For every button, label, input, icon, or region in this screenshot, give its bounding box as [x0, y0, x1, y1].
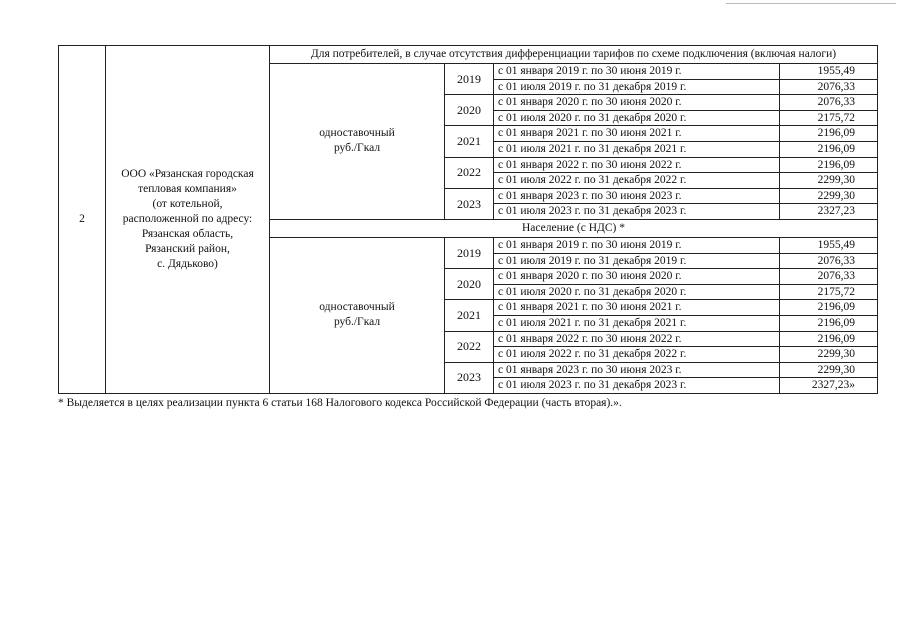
- period-cell: с 01 июля 2022 г. по 31 декабря 2022 г.: [494, 347, 780, 363]
- year-cell: 2019: [445, 64, 494, 95]
- organization-line: с. Дядьково): [157, 257, 218, 270]
- tariff-value: 2299,30: [780, 362, 878, 378]
- section-header: Население (с НДС) *: [270, 219, 878, 237]
- tariff-value: 2327,23»: [780, 378, 878, 394]
- year-cell: 2020: [445, 95, 494, 126]
- tariff-value: 2196,09: [780, 157, 878, 173]
- period-cell: с 01 июля 2023 г. по 31 декабря 2023 г.: [494, 378, 780, 394]
- year-cell: 2023: [445, 362, 494, 393]
- year-cell: 2022: [445, 331, 494, 362]
- scan-artifact: [726, 3, 896, 4]
- tariff-value: 2076,33: [780, 269, 878, 285]
- year-cell: 2021: [445, 300, 494, 331]
- tariff-value: 2076,33: [780, 95, 878, 111]
- period-cell: с 01 января 2019 г. по 30 июня 2019 г.: [494, 237, 780, 253]
- period-cell: с 01 июля 2020 г. по 31 декабря 2020 г.: [494, 110, 780, 126]
- section-header-row: [59, 46, 878, 64]
- period-cell: с 01 января 2022 г. по 30 июня 2022 г.: [494, 157, 780, 173]
- year-cell: 2019: [445, 237, 494, 268]
- organization-line: тепловая компания»: [138, 182, 237, 195]
- tariff-unit-line: одноставочный: [319, 301, 395, 314]
- period-cell: с 01 января 2022 г. по 30 июня 2022 г.: [494, 331, 780, 347]
- period-cell: с 01 января 2019 г. по 30 июня 2019 г.: [494, 64, 780, 80]
- tariff-unit: [270, 237, 445, 393]
- tariff-value: 2076,33: [780, 253, 878, 269]
- tariff-unit-line: одноставочный: [319, 127, 395, 140]
- period-cell: с 01 июля 2020 г. по 31 декабря 2020 г.: [494, 284, 780, 300]
- period-cell: с 01 июля 2022 г. по 31 декабря 2022 г.: [494, 173, 780, 189]
- tariff-value: 2175,72: [780, 110, 878, 126]
- section-header: Для потребителей, в случае отсутствия дифференциации тарифов по схеме подключения (включая налоги): [270, 46, 878, 64]
- tariff-unit: [270, 64, 445, 220]
- tariff-table: [58, 45, 878, 394]
- tariff-unit-line: руб./Гкал: [333, 142, 381, 155]
- period-cell: с 01 июля 2021 г. по 31 декабря 2021 г.: [494, 315, 780, 331]
- tariff-value: 2299,30: [780, 188, 878, 204]
- tariff-value: 2299,30: [780, 173, 878, 189]
- footnote: * Выделяется в целях реализации пункта 6 статьи 168 Налогового кодекса Российской Федерации (часть вторая).».: [58, 397, 622, 409]
- tariff-value: 2196,09: [780, 141, 878, 157]
- tariff-unit-line: руб./Гкал: [333, 316, 381, 329]
- tariff-value: 1955,49: [780, 237, 878, 253]
- period-cell: с 01 июля 2023 г. по 31 декабря 2023 г.: [494, 204, 780, 220]
- organization-line: ООО «Рязанская городская: [121, 167, 254, 180]
- tariff-value: 2196,09: [780, 315, 878, 331]
- period-cell: с 01 июля 2021 г. по 31 декабря 2021 г.: [494, 141, 780, 157]
- year-cell: 2021: [445, 126, 494, 157]
- tariff-value: 2327,23: [780, 204, 878, 220]
- organization-line: Рязанская область,: [141, 227, 234, 240]
- period-cell: с 01 января 2021 г. по 30 июня 2021 г.: [494, 126, 780, 142]
- tariff-value: 2076,33: [780, 79, 878, 95]
- period-cell: с 01 июля 2019 г. по 31 декабря 2019 г.: [494, 253, 780, 269]
- organization-name: [106, 46, 270, 394]
- organization-line: (от котельной,: [152, 197, 223, 210]
- year-cell: 2022: [445, 157, 494, 188]
- row-number: 2: [59, 46, 106, 394]
- organization-line: расположенной по адресу:: [122, 212, 253, 225]
- tariff-value: 2196,09: [780, 300, 878, 316]
- tariff-value: 1955,49: [780, 64, 878, 80]
- tariff-value: 2196,09: [780, 331, 878, 347]
- period-cell: с 01 января 2020 г. по 30 июня 2020 г.: [494, 269, 780, 285]
- tariff-value: 2196,09: [780, 126, 878, 142]
- period-cell: с 01 января 2021 г. по 30 июня 2021 г.: [494, 300, 780, 316]
- period-cell: с 01 июля 2019 г. по 31 декабря 2019 г.: [494, 79, 780, 95]
- period-cell: с 01 января 2020 г. по 30 июня 2020 г.: [494, 95, 780, 111]
- year-cell: 2023: [445, 188, 494, 219]
- year-cell: 2020: [445, 269, 494, 300]
- tariff-value: 2175,72: [780, 284, 878, 300]
- period-cell: с 01 января 2023 г. по 30 июня 2023 г.: [494, 362, 780, 378]
- period-cell: с 01 января 2023 г. по 30 июня 2023 г.: [494, 188, 780, 204]
- tariff-value: 2299,30: [780, 347, 878, 363]
- organization-line: Рязанский район,: [145, 242, 230, 255]
